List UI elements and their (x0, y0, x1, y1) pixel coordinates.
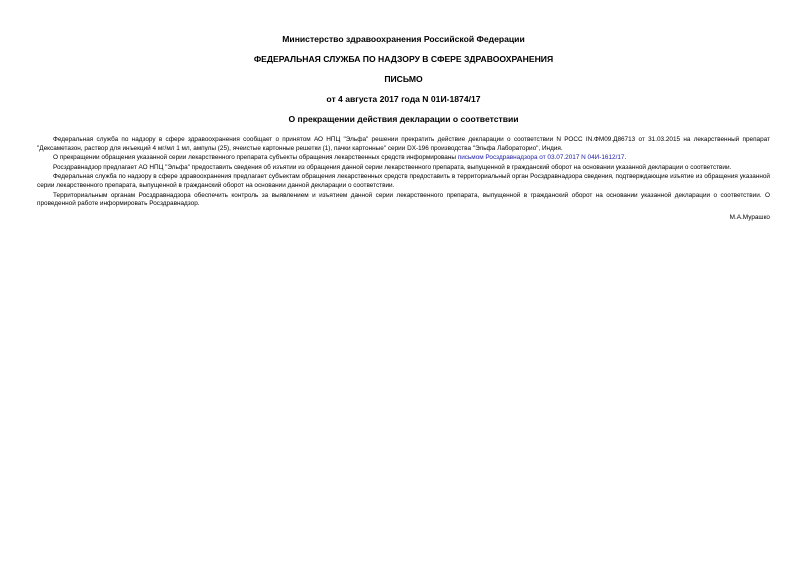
paragraph-2-text-after: . (624, 154, 627, 162)
paragraph-3: Росздравнадзор предлагает АО НПЦ "Эльфа" предоставить сведения об изъятии из обращения данной серии лекарственного препарата, выпущенной в гражданский оборот на основании указанной декларации о соответствии. (53, 163, 732, 171)
roszdravnadzor-letter-link[interactable]: письмом Росздравнадзора от 03.07.2017 N 04И-1612/17 (457, 154, 625, 162)
document-body (37, 136, 770, 209)
ministry-heading: Министерство здравоохранения Российской Федерации (282, 34, 525, 44)
service-heading: ФЕДЕРАЛЬНАЯ СЛУЖБА ПО НАДЗОРУ В СФЕРЕ ЗДРАВООХРАНЕНИЯ (253, 54, 554, 64)
signature: М.А.Мурашко (729, 213, 770, 221)
document-date-number: от 4 августа 2017 года N 01И-1874/17 (326, 94, 481, 104)
document-title: О прекращении действия декларации о соответствии (288, 114, 519, 124)
paragraph-2-text-before: О прекращении обращения указанной серии лекарственного препарата субъекты обращения лекарственных средств информированы (53, 154, 458, 162)
paragraph-2 (37, 154, 770, 163)
paragraph-5: Территориальным органам Росздравнадзора обеспечить контроль за выявлением и изъятием данной серии лекарственного препарата, выпущенной в гражданский оборот на основании указанной декларации о соответствии. О проведенной работе информировать Росздравнадзор. (37, 191, 770, 208)
document-type-heading: ПИСЬМО (384, 74, 423, 84)
paragraph-4: Федеральная служба по надзору в сфере здравоохранения предлагает субъектам обращения лекарственных средств предоставить в территориальный орган Росздравнадзора сведения, подтверждающие изъятие из обращения указанной серии лекарственного препарата, выпущенной в гражданский оборот на основании данной декларации о соответствии. (37, 173, 770, 189)
paragraph-1: Федеральная служба по надзору в сфере здравоохранения сообщает о принятом АО НПЦ "Эльфа" решении прекратить действие декларации о соответствии N РОСС IN.ФМ09.Д86713 от 31.03.2015 на лекарственный препарат "Дексаметазон, раствор для инъекций 4 мг/мл 1 мл, ампулы (25), ячеистые картонные решетки (1), пачки картонные" серии DX-196 производства "Эльфа Лабораторио", Индия. (37, 136, 770, 152)
